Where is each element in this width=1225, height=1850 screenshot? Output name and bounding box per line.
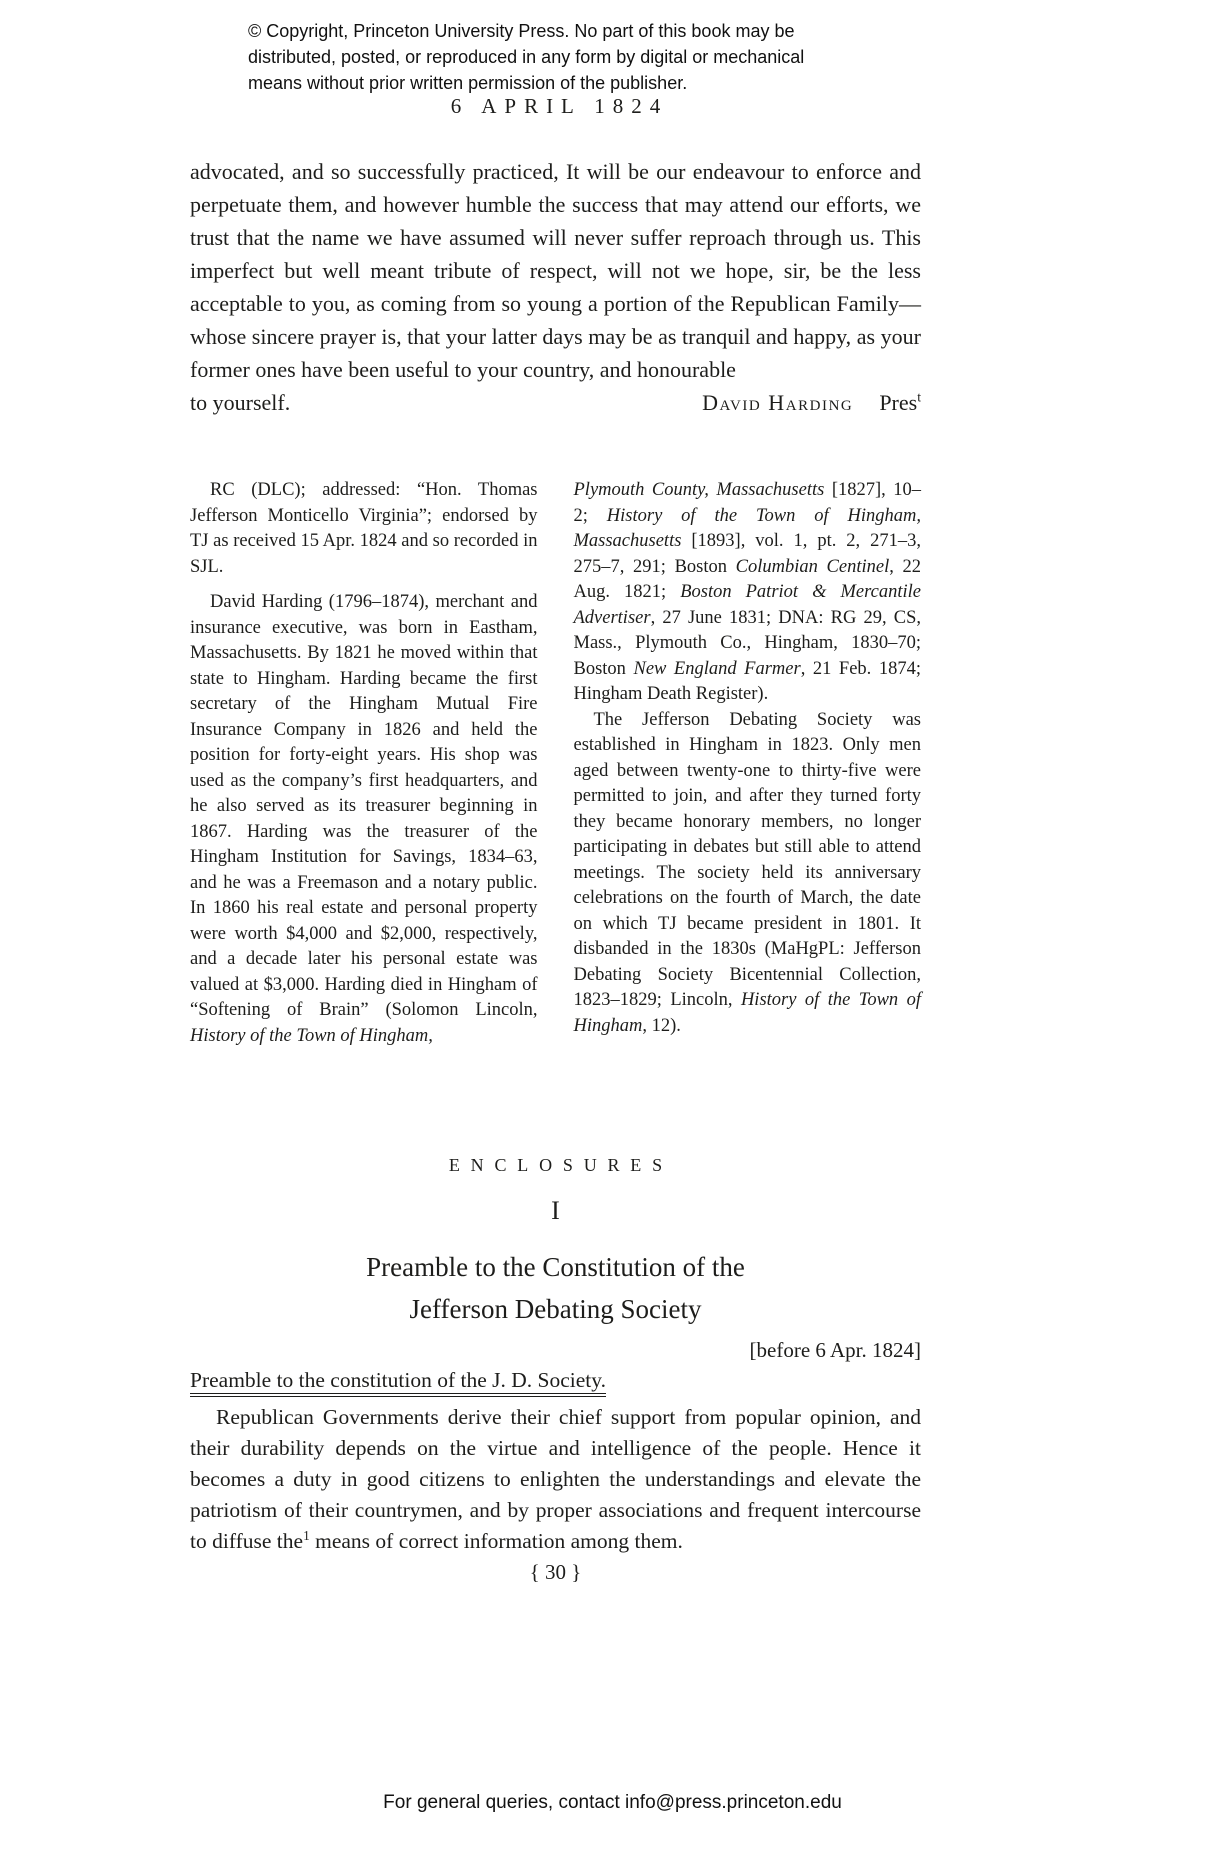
running-head-date: 6 APRIL 1824 [450, 94, 669, 118]
letter-signature [702, 386, 921, 419]
signature-title-superscript: t [917, 389, 921, 405]
copyright-notice [248, 18, 888, 96]
letter-closing-text: to yourself. [190, 390, 291, 415]
editorial-notes [190, 478, 921, 1049]
signature-title: Pres$^t$ [879, 389, 921, 415]
copyright-line: © Copyright, Princeton University Press. No part of this book may be [248, 21, 795, 41]
notes-left-column [190, 478, 538, 1049]
enclosures-heading: ENCLOSURES [448, 1155, 673, 1175]
document-heading-underlined: Preamble to the constitution of the J. D. Society. [190, 1368, 606, 1397]
page-number: { 30 } [529, 1560, 582, 1584]
notes-right-column [574, 478, 922, 1049]
debating-society-note: The Jefferson Debating Society was established in Hingham in 1823. Only men aged between twenty-one to thirty-five were permitted to join, and after they turned forty they became honorary members, no longer participating in debates but still able to attend meetings. The society held its anniversary celebrations on the fourth of March, the date on which TJ became president in 1801. It disbanded in the 1830s (MaHgPL: Jefferson Debating Society Bicentennial Collection, 1823–1829; Lincoln, History of the Town of Hingham, 12). [573, 709, 921, 1036]
enclosure-title [190, 1246, 921, 1330]
enclosure-numeral: I [551, 1196, 560, 1225]
document-heading [190, 1368, 921, 1393]
letter-closing-line [190, 386, 921, 419]
preamble-section [190, 1402, 921, 1557]
enclosure-date: [before 6 Apr. 1824] [749, 1338, 921, 1362]
copyright-line: means without prior written permission of the publisher. [248, 73, 688, 93]
enclosure-title-line: Jefferson Debating Society [409, 1294, 702, 1324]
enclosure-title-line: Preamble to the Constitution of the [366, 1252, 745, 1282]
copyright-line: distributed, posted, or reproduced in any form by digital or mechanical [248, 47, 805, 67]
signature-name: David Harding [702, 390, 854, 415]
harding-biography-note: David Harding (1796–1874), merchant and insurance executive, was born in Eastham, Massachusetts. By 1821 he moved within that state to Hingham. Harding became the first secretary of the Hingham Mutual Fire Insurance Company in 1826 and held the position for forty-eight years. His shop was used as the company’s first headquarters, and he also served as its treasurer beginning in 1867. Harding was the treasurer of the Hingham Institution for Savings, 1834–63, and he was a Freemason and a notary public. In 1860 his real estate and personal property were worth $4,000 and $2,000, respectively, and a decade later his personal estate was valued at $3,000. Harding died in Hingham of “Softening of Brain” (Solomon Lincoln, History of the Town of Hingham, [190, 592, 538, 1046]
letter-body [190, 155, 921, 419]
letter-paragraph: advocated, and so successfully practiced, It will be our endeavour to enforce and perpetuate them, and however humble the success that may attend our efforts, we trust that the name we have assumed will never suffer reproach through us. This imperfect but well meant tribute of respect, will not we hope, sir, be the less acceptable to you, as coming from so young a portion of the Republican Family—whose sincere prayer is, that your latter days may be as tranquil and happy, as your former ones have been useful to your country, and honourable [190, 159, 921, 382]
provenance-note: RC (DLC); addressed: “Hon. Thomas Jefferson Monticello Virginia”; endorsed by TJ as received 15 Apr. 1824 and so recorded in SJL. [190, 480, 538, 577]
preamble-paragraph: Republican Governments derive their chief support from popular opinion, and their durability depends on the virtue and intelligence of the people. Hence it becomes a duty in good citizens to enlighten the understandings and elevate the patriotism of their countrymen, and by proper associations and frequent intercourse to diffuse the$^1$ means of correct information among them. [190, 1405, 921, 1553]
footer-contact-line: For general queries, contact info@press.princeton.edu [383, 1792, 842, 1813]
citations-note: Plymouth County, Massachusetts [1827], 10–2; History of the Town of Hingham, Massachusetts [1893], vol. 1, pt. 2, 271–3, 275–7, 291; Boston Columbian Centinel, 22 Aug. 1821; Boston Patriot & Mercantile Advertiser, 27 June 1831; DNA: RG 29, CS, Mass., Plymouth Co., Hingham, 1830–70; Boston New England Farmer, 21 Feb. 1874; Hingham Death Register). [573, 480, 922, 704]
